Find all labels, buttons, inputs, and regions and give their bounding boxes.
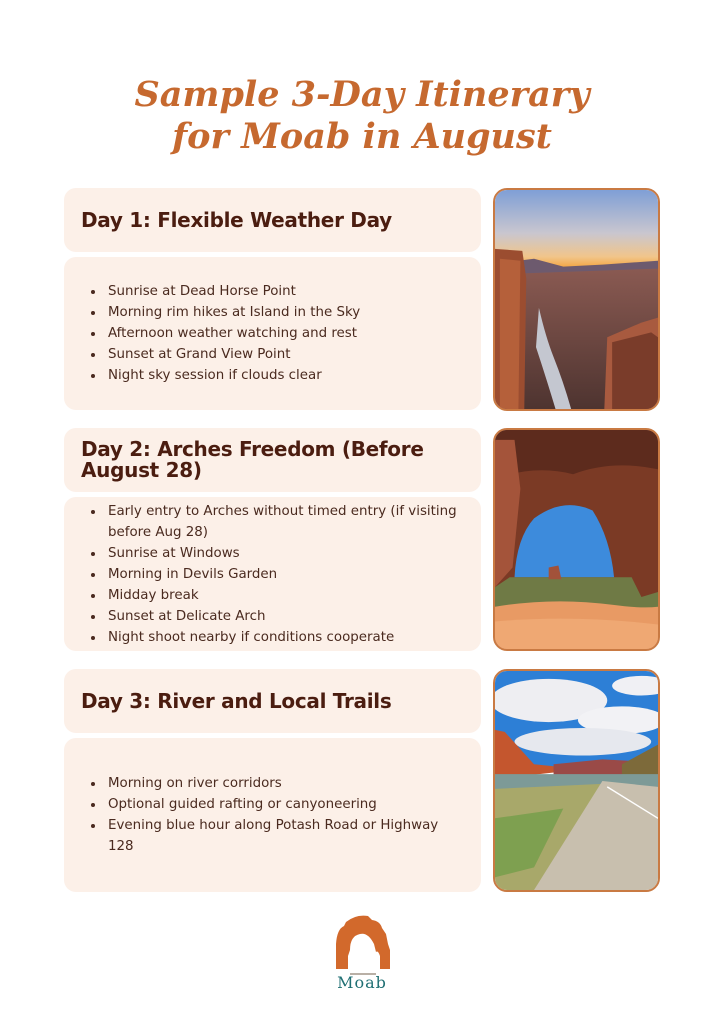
canyon-river-sunset-photo bbox=[493, 188, 660, 411]
day-1-heading-card bbox=[64, 188, 481, 252]
list-item: Morning on river corridors bbox=[108, 773, 465, 794]
day-2-heading: Day 2: Arches Freedom (Before August 28) bbox=[81, 437, 424, 482]
list-item: Night sky session if clouds clear bbox=[108, 365, 360, 386]
list-item: Sunset at Grand View Point bbox=[108, 344, 360, 365]
list-item: Night shoot nearby if conditions cooperate bbox=[108, 627, 465, 648]
logo-text: Moab bbox=[337, 973, 387, 992]
day-3-heading: Day 3: River and Local Trails bbox=[81, 688, 392, 713]
day-2-list bbox=[86, 501, 465, 648]
list-item: Sunrise at Windows bbox=[108, 543, 465, 564]
list-item: Afternoon weather watching and rest bbox=[108, 323, 360, 344]
list-item: Sunset at Delicate Arch bbox=[108, 606, 465, 627]
day-1-heading: Day 1: Flexible Weather Day bbox=[81, 207, 392, 232]
list-item: Midday break bbox=[108, 585, 465, 606]
title-line-2: for Moab in August bbox=[172, 116, 552, 157]
day-1-list bbox=[86, 281, 360, 386]
day-3-body-card bbox=[64, 738, 481, 892]
list-item: Early entry to Arches without timed entry (if visiting before Aug 28) bbox=[108, 501, 465, 543]
list-item: Optional guided rafting or canyoneering bbox=[108, 794, 465, 815]
day-1-body-card bbox=[64, 257, 481, 410]
list-item: Morning in Devils Garden bbox=[108, 564, 465, 585]
river-road-photo bbox=[493, 669, 660, 892]
title-line-1: Sample 3-Day Itinerary bbox=[134, 74, 590, 115]
day-3-heading-card bbox=[64, 669, 481, 733]
day-3-list bbox=[86, 773, 465, 857]
arch-icon bbox=[334, 914, 391, 969]
day-2-body-card bbox=[64, 497, 481, 651]
day-2-heading-card bbox=[64, 428, 481, 492]
list-item: Evening blue hour along Potash Road or Highway 128 bbox=[108, 815, 465, 857]
red-rock-arch-photo bbox=[493, 428, 660, 651]
moab-logo bbox=[322, 912, 402, 990]
list-item: Morning rim hikes at Island in the Sky bbox=[108, 302, 360, 323]
list-item: Sunrise at Dead Horse Point bbox=[108, 281, 360, 302]
page-title bbox=[0, 74, 724, 158]
